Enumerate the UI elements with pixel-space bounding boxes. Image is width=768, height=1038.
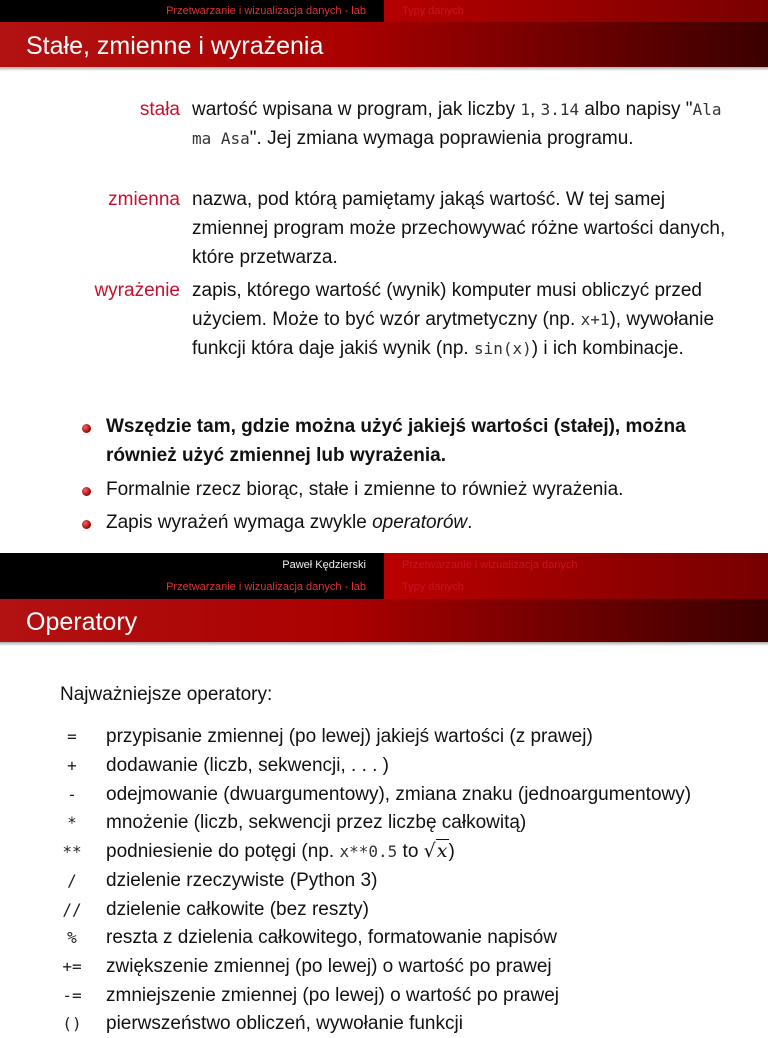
operator-symbol: += (62, 957, 82, 976)
operator-row (0, 722, 768, 751)
bullet-icon (82, 487, 91, 496)
footer-topic: Typy danych (402, 581, 464, 593)
operator-desc: zwiększenie zmiennej (po lewej) o wartość po prawej (106, 956, 552, 977)
operator-symbol: // (62, 900, 82, 919)
operator-row (0, 808, 768, 837)
operator-row (0, 866, 768, 895)
definition-body: wartość wpisana w program, jak liczby 1, 3.14 albo napisy "Ala ma Asa". Jej zmiana wymaga poprawienia programu. (192, 99, 722, 149)
operator-desc: podniesienie do potęgi (np. x**0.5 to √x) (106, 840, 455, 862)
slide-title-2: Operatory (26, 608, 138, 636)
operator-symbol: = (67, 727, 77, 746)
operator-row (0, 981, 768, 1010)
header-bar-2 (0, 577, 768, 599)
operator-row (0, 923, 768, 952)
definition-term: stała (139, 99, 180, 120)
operator-symbol: () (62, 1014, 82, 1033)
header-bar (0, 0, 768, 22)
operator-desc: zmniejszenie zmiennej (po lewej) o wartość po prawej (106, 985, 560, 1006)
footer-author: Paweł Kędzierski (282, 559, 366, 571)
operator-desc: przypisanie zmiennej (po lewej) jakiejś wartości (z prawej) (106, 726, 593, 747)
operator-desc: pierwszeństwo obliczeń, wywołanie funkcji (106, 1013, 463, 1034)
operator-desc: dodawanie (liczb, sekwencji, . . . ) (106, 755, 390, 776)
operator-row (0, 952, 768, 981)
operator-row (0, 780, 768, 809)
header-course: Przetwarzanie i wizualizacja danych - lab (166, 5, 366, 17)
operators-intro: Najważniejsze operatory: (60, 684, 273, 705)
operator-symbol: / (67, 871, 77, 890)
bullet-icon (82, 520, 91, 529)
slide-title-bar (0, 22, 768, 67)
operator-symbol: % (67, 928, 77, 947)
operator-symbol: -= (62, 986, 82, 1005)
operator-symbol: * (67, 813, 77, 832)
operator-desc: dzielenie rzeczywiste (Python 3) (106, 870, 378, 891)
operator-desc: reszta z dzielenia całkowitego, formatowanie napisów (106, 927, 557, 948)
operator-row (0, 837, 768, 866)
footer-course: Przetwarzanie i wizualizacja danych - lab (166, 581, 366, 593)
header-topic: Typy danych (402, 5, 464, 17)
definition-body: zapis, którego wartość (wynik) komputer musi obliczyć przed użyciem. Może to być wzór arytmetyczny (np. x+1), wywołanie funkcji która daje jakiś wynik (np. sin(x)) i ich kombinacje. (192, 280, 715, 359)
operator-desc: dzielenie całkowite (bez reszty) (106, 899, 369, 920)
footer-bar (0, 553, 768, 577)
definition-term: zmienna (108, 189, 180, 210)
operator-symbol: - (67, 785, 77, 804)
operator-desc: odejmowanie (dwuargumentowy), zmiana znaku (jednoargumentowy) (106, 784, 692, 805)
footer-right-title: Przetwarzanie i wizualizacja danych (402, 559, 578, 571)
sqrt-symbol: √x (423, 840, 448, 862)
operator-row (0, 895, 768, 924)
operator-desc: mnożenie (liczb, sekwencji przez liczbę całkowitą) (106, 812, 527, 833)
slide-title-bar-2 (0, 599, 768, 642)
definition-body: nazwa, pod którą pamiętamy jakąś wartość. W tej samej zmiennej program może przechowywać różne wartości danych, które przetwarza. (192, 189, 726, 268)
operator-row (0, 751, 768, 780)
bullet-icon (82, 424, 91, 433)
definition-term: wyrażenie (94, 280, 180, 301)
operator-symbol: + (67, 756, 77, 775)
operator-symbol: ** (62, 842, 82, 861)
slide-title: Stałe, zmienne i wyrażenia (26, 32, 324, 60)
